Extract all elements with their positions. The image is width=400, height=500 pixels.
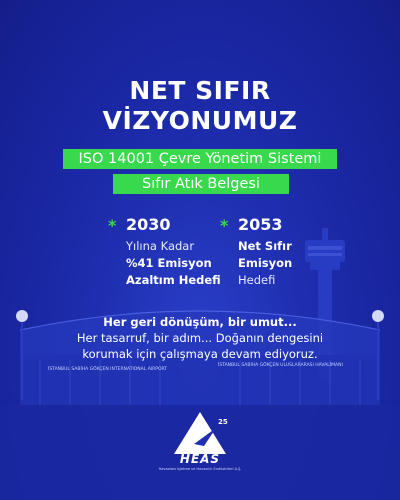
title-line-1: NET SIFIR xyxy=(129,76,271,105)
logo-wordmark: HEAS xyxy=(179,452,221,466)
title-line-2: VİZYONUMUZ xyxy=(102,106,298,135)
goal-line-2: Emisyon xyxy=(238,256,293,270)
goal-line-1: Net Sıfır xyxy=(238,239,292,253)
logo-subtitle: Havaalanı İşletme ve Havacılık Endüstrileri A.Ş. xyxy=(158,467,242,471)
goal-year: 2053 xyxy=(238,215,283,234)
message-line-3: korumak için çalışmaya devam ediyoruz. xyxy=(82,347,318,361)
message-line-2: Her tasarruf, bir adım... Doğanın dengesini xyxy=(76,331,324,345)
asterisk-icon: * xyxy=(220,216,229,235)
iso-badge: ISO 14001 Çevre Yönetim Sistemi xyxy=(63,149,337,169)
goal-line-3: Azaltım Hedefi xyxy=(126,273,221,287)
goal-line-2: %41 Emisyon xyxy=(126,256,212,270)
goal-line-1: Yılına Kadar xyxy=(126,239,195,253)
anniversary-mark: 25 xyxy=(218,418,228,426)
left-airport-sign: İSTANBUL SABİHA GÖKÇEN INTERNATIONAL AIRPORT xyxy=(48,367,168,372)
goal-year: 2030 xyxy=(126,215,171,234)
asterisk-icon: * xyxy=(108,216,117,235)
message-line-1: Her geri dönüşüm, bir umut... xyxy=(103,315,297,329)
zero-waste-badge: Sıfır Atık Belgesi xyxy=(113,174,289,194)
goal-line-3: Hedefi xyxy=(238,273,276,287)
right-airport-sign: İSTANBUL SABİHA GÖKÇEN ULUSLARARASI HAVALİMANI xyxy=(218,363,343,368)
